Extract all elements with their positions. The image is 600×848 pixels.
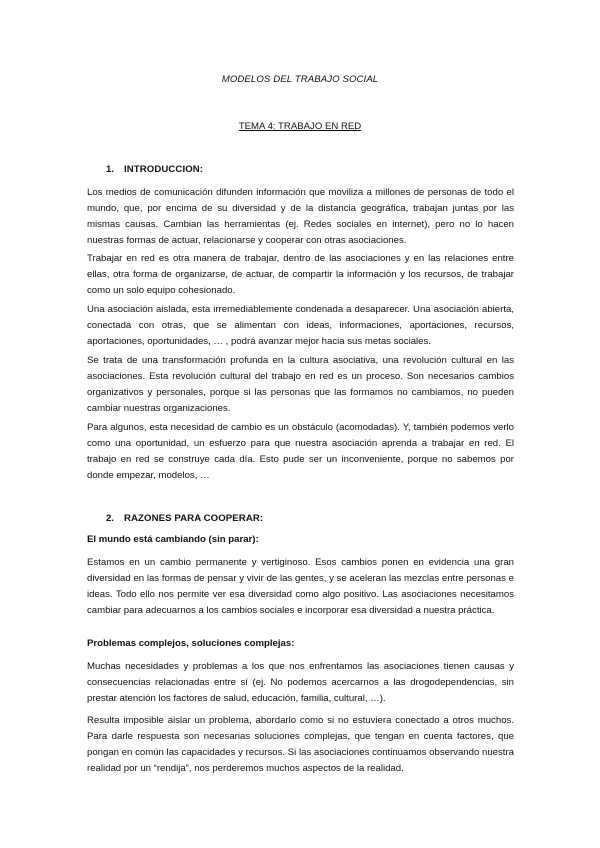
paragraph: Trabajar en red es otra manera de trabajar, dentro de las asociaciones y en las relaciones entre ellas, otra forma de organizarse, de actuar, de compartir la información y los recursos, de trabajar como un solo equipo cohesionado.: [87, 253, 514, 296]
paragraph: Estamos en un cambio permanente y vertiginoso. Esos cambios ponen en evidencia una gran diversidad en las formas de pensar y vivir de las gentes, y se aceleran las mezclas entre personas e ideas. Todo ello nos permite ver esa diversidad como algo positivo. Las asociaciones necesitamos cambiar para adecuarnos a los cambios sociales e incorporar esa diversidad a nuestra práctica.: [87, 557, 514, 616]
section-heading-introduccion: [106, 164, 203, 175]
section-number: 2.: [106, 513, 115, 524]
subheading-problemas-complejos: Problemas complejos, soluciones complejas:: [87, 638, 295, 649]
paragraph: Muchas necesidades y problemas a los que nos enfrentamos las asociaciones tienen causas y consecuencias relacionadas entre sí (ej. No podemos acercarnos a las drogodependencias, sin prestar atención los factores de salud, educación, familia, cultural, …).: [87, 661, 514, 704]
topic-title: TEMA 4: TRABAJO EN RED: [238, 121, 362, 132]
paragraph: Una asociación aislada, esta irremediablemente condenada a desaparecer. Una asociación abierta, conectada con otras, que se alimentan con ideas, informaciones, aportaciones, recursos, aportaciones, oportunidades, … , podrá avanzar mejor hacia sus metas sociales.: [87, 304, 514, 347]
paragraph: Se trata de una transformación profunda en la cultura asociativa, una revolución cultural en las asociaciones. Esta revolución cultural del trabajo en red es un proceso. Son necesarios cambios organizativos y personales, porque si las personas que las formamos no cambiamos, no pueden cambiar nuestras organizaciones.: [87, 355, 514, 414]
section-heading-razones: [106, 513, 263, 524]
section-heading-text: INTRODUCCION:: [124, 164, 204, 175]
subheading-mundo-cambiando: El mundo está cambiando (sin parar):: [87, 534, 259, 545]
paragraph: Para algunos, esta necesidad de cambio es un obstáculo (acomodadas). Y, también podemos verlo como una oportunidad, un esfuerzo para que nuestra asociación aprenda a trabajar en red. El trabajo en red se construye cada día. Esto pude ser un inconveniente, porque no sabemos por donde empezar, modelos, …: [87, 422, 514, 481]
section-number: 1.: [106, 164, 115, 175]
paragraph: Resulta imposible aislar un problema, abordarlo como si no estuviera conectado a otros muchos. Para darle respuesta son necesarias soluciones complejas, que tengan en cuenta factores, que pongan en común las capacidades y recursos. Si las asociaciones continuamos observando nuestra realidad por un “rendija”, nos perderemos muchos aspectos de la realidad.: [87, 715, 514, 774]
paragraph: Los medios de comunicación difunden información que moviliza a millones de personas de todo el mundo, que, por encima de su diversidad y de la distancia geográfica, trabajan juntas por las mismas causas. Cambian las herramientas (ej. Redes sociales en internet), pero no lo hacen nuestras formas de actuar, relacionarse y cooperar con otras asociaciones.: [87, 187, 514, 246]
section-heading-text: RAZONES PARA COOPERAR:: [124, 513, 264, 524]
document-title: MODELOS DEL TRABAJO SOCIAL: [221, 74, 379, 85]
